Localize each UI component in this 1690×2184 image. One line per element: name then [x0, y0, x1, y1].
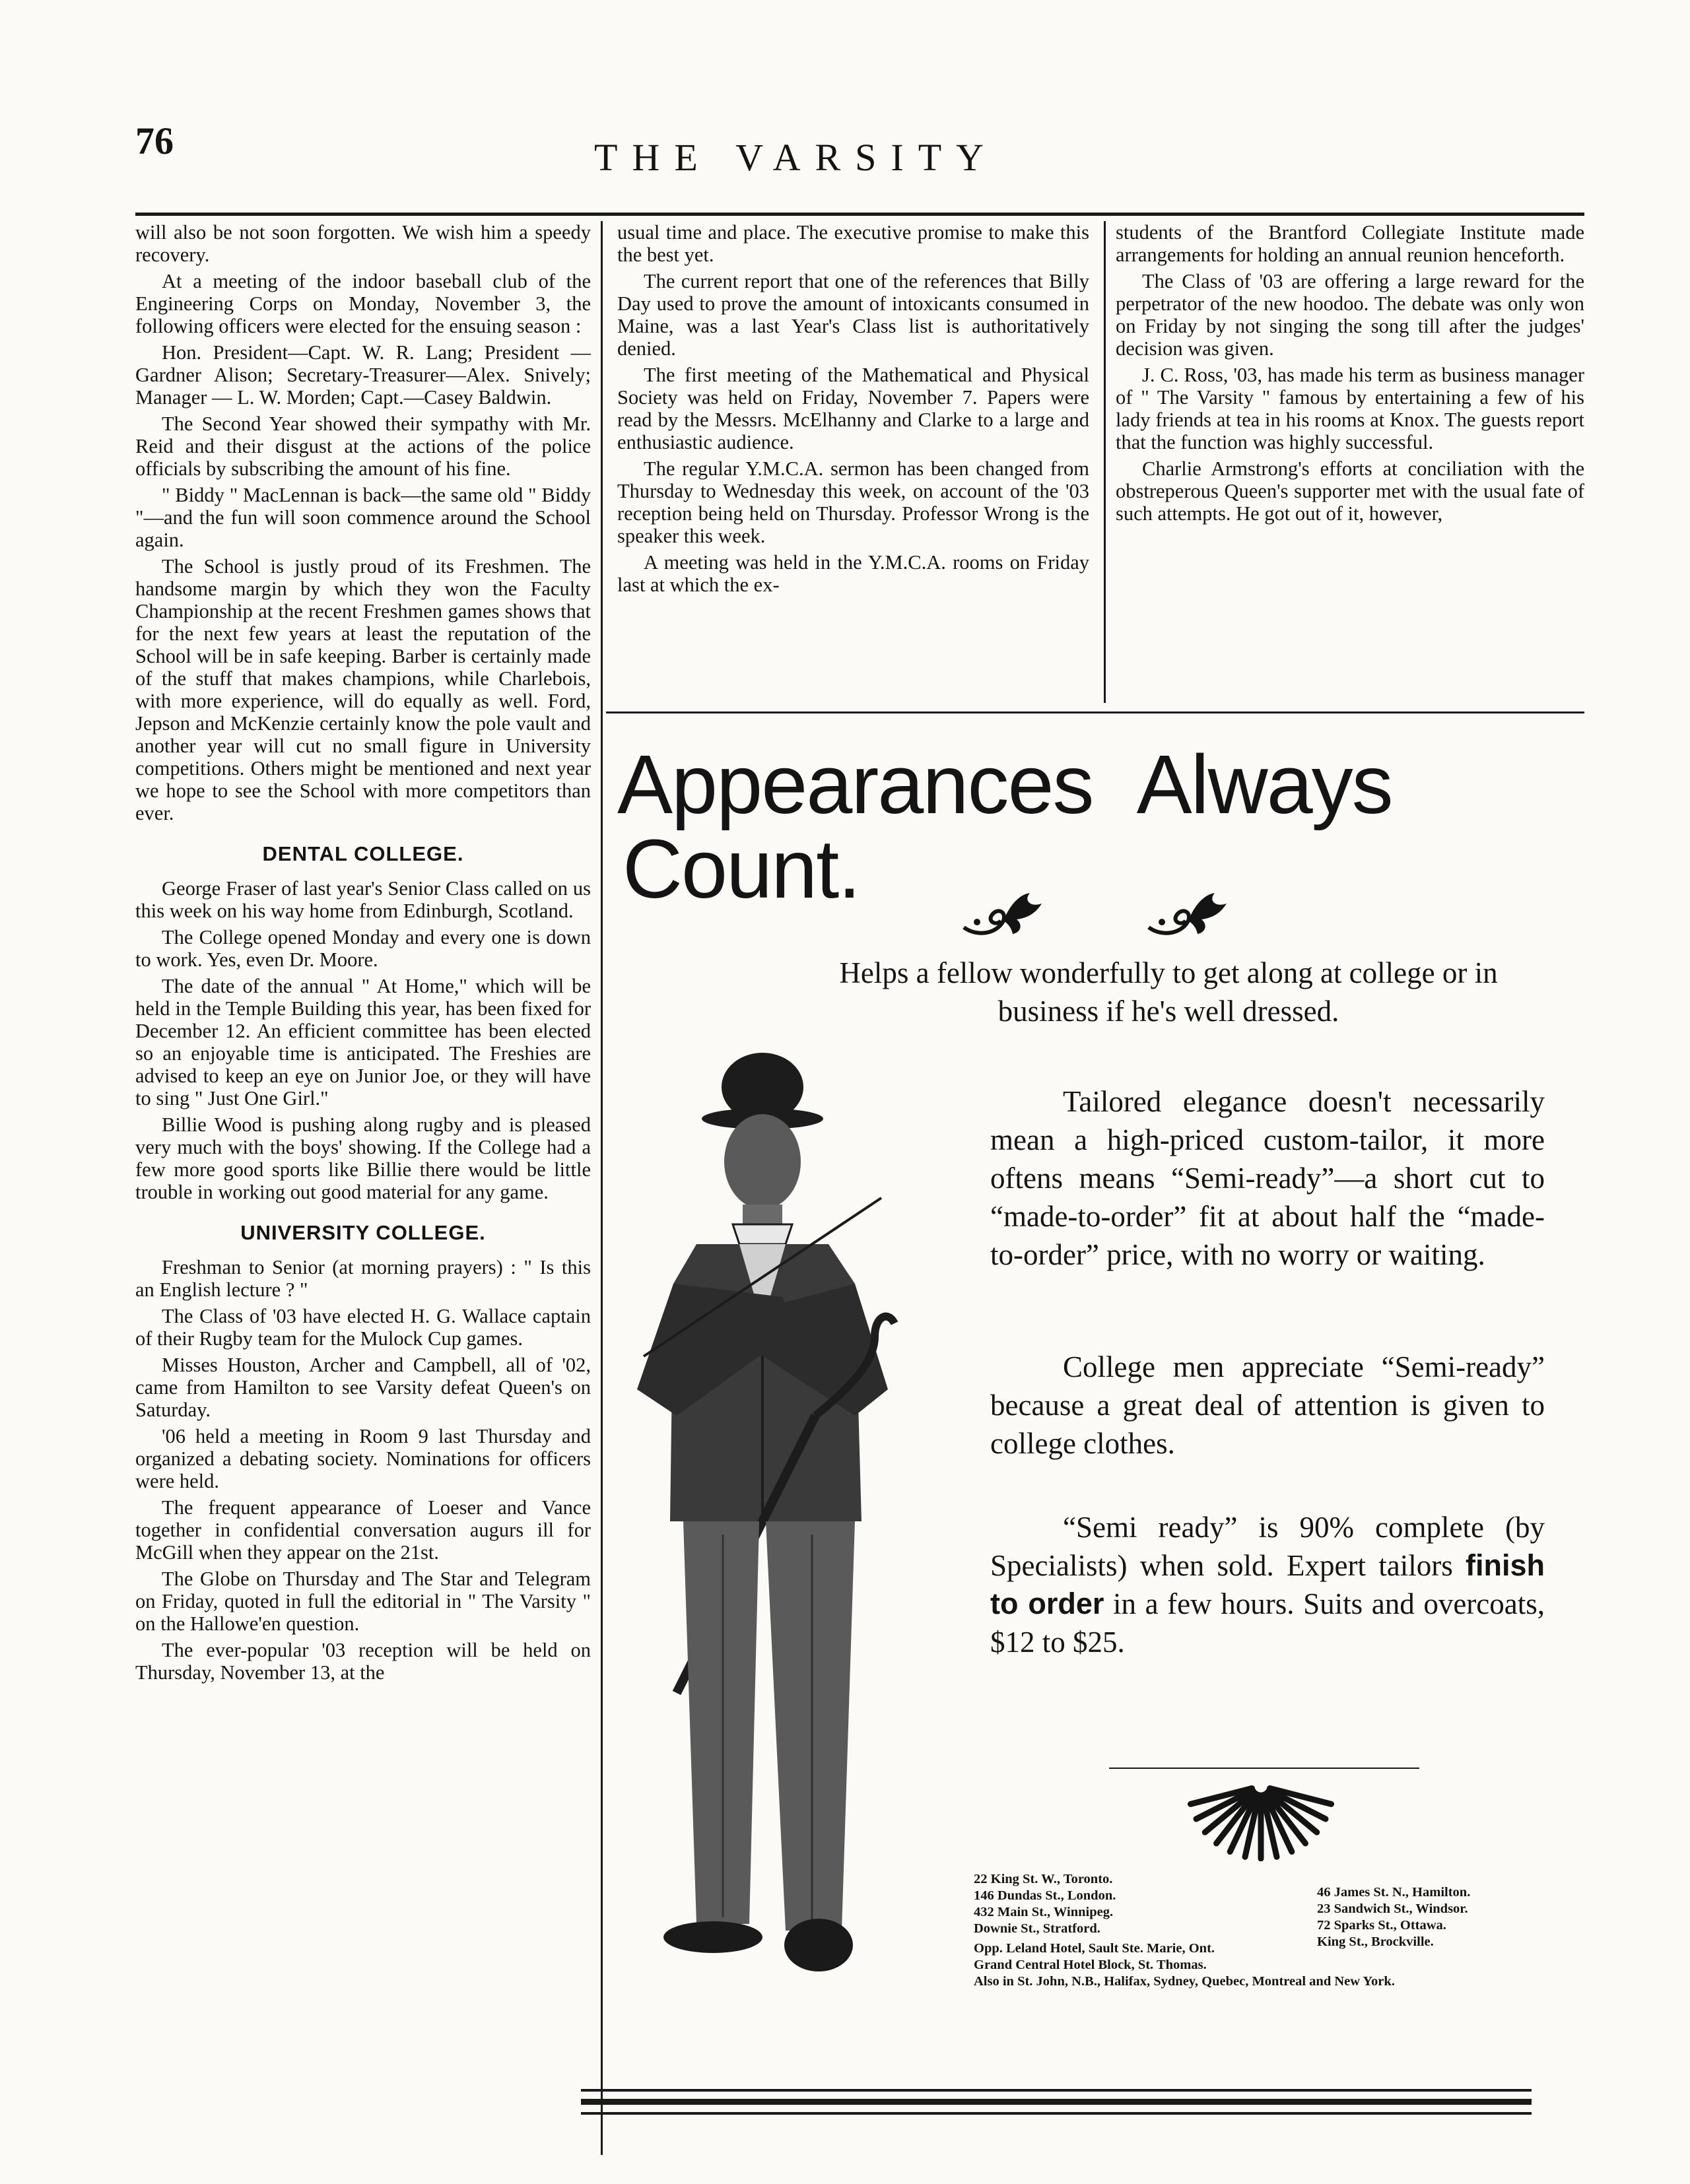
ad-paragraph-text: Tailored elegance doesn't necessarily mean a high-priced custom-tailor, it more oftens means “Semi-ready”—a short cut to “made-to-order” fit at about half the “made-to-order” price, with no worry or waiting. — [990, 1085, 1545, 1271]
paragraph: The regular Y.M.C.A. sermon has been changed from Thursday to Wednesday this week, on account of the '03 reception being held on Thursday. Professor Wrong is the speaker this week. — [617, 457, 1089, 547]
store-addresses-more — [974, 1940, 1395, 1990]
news-bottom-rule — [606, 711, 1584, 713]
ad-paragraph-text: College men appreciate “Semi-ready” because a great deal of attention is given to college clothes. — [990, 1350, 1545, 1460]
store-address: King St., Brockville. — [1317, 1935, 1434, 1949]
paragraph: '06 held a meeting in Room 9 last Thursday and organized a debating society. Nominations for officers were held. — [135, 1425, 591, 1492]
column-right — [1116, 221, 1584, 529]
bottom-rule-thick — [581, 2099, 1532, 2105]
ad-headline-line1: Appearances Always — [617, 738, 1392, 831]
ad-paragraph-college — [990, 1348, 1545, 1463]
section-heading-dental: DENTAL COLLEGE. — [262, 842, 464, 865]
column-middle — [617, 221, 1089, 600]
column-left — [135, 221, 591, 1688]
finish-to-order-emphasis: finish to order — [990, 1548, 1545, 1620]
gentleman-illustration — [597, 1046, 967, 2003]
store-address: 146 Dundas St., London. — [974, 1888, 1116, 1903]
page-number: 76 — [135, 119, 174, 162]
paragraph: The date of the annual " At Home," which will be held in the Temple Building this year, has been fixed for December 12. An efficient committee has been elected so an enjoyable time is anticipated. The Freshies are advised to keep an eye on Junior Joe, or they will have to sing " Just One Girl." — [135, 975, 591, 1109]
paragraph: Misses Houston, Archer and Campbell, all of '02, came from Hamilton to see Varsity defeat Queen's on Saturday. — [135, 1354, 591, 1421]
store-address: Opp. Leland Hotel, Sault Ste. Marie, Ont. — [974, 1941, 1215, 1956]
paragraph: Charlie Armstrong's efforts at conciliation with the obstreperous Queen's supporter met with the usual fate of such attempts. He got out of it, however, — [1116, 457, 1584, 525]
paragraph: will also be not soon forgotten. We wish him a speedy recovery. — [135, 221, 591, 266]
ad-text: in a few hours. Suits and overcoats, $12 to $25. — [990, 1587, 1545, 1659]
ad-paragraph-semi-ready — [990, 1508, 1545, 1661]
header-rule — [135, 213, 1584, 216]
ad-paragraph-tailored — [990, 1082, 1545, 1274]
paragraph: students of the Brantford Collegiate Institute made arrangements for holding an annual reunion henceforth. — [1116, 221, 1584, 266]
paragraph: The Class of '03 are offering a large reward for the perpetrator of the new hoodoo. The debate was only won on Friday by not singing the song till after the judges' decision was given. — [1116, 270, 1584, 360]
section-heading-university: UNIVERSITY COLLEGE. — [240, 1221, 486, 1244]
paragraph: J. C. Ross, '03, has made his term as business manager of " The Varsity " famous by entertaining a few of his lady friends at tea in his rooms at Knox. The guests report that the function was highly successful. — [1116, 364, 1584, 453]
store-address: Also in St. John, N.B., Halifax, Sydney, Quebec, Montreal and New York. — [974, 1974, 1395, 1989]
bottom-rule-thin — [581, 2112, 1532, 2115]
paragraph: Hon. President—Capt. W. R. Lang; President — Gardner Alison; Secretary-Treasurer—Alex. Snively; Manager — L. W. Morden; Capt.—Casey Baldwin. — [135, 341, 591, 409]
sunburst-ornament-icon — [1175, 1782, 1347, 1861]
paragraph: Billie Wood is pushing along rugby and is pleased very much with the boys' showing. If the College had a few more good sports like Billie there would be little trouble in working out good material for any game. — [135, 1113, 591, 1203]
column-divider-2 — [1104, 221, 1106, 703]
paragraph: A meeting was held in the Y.M.C.A. rooms on Friday last at which the ex- — [617, 551, 1089, 596]
paragraph: The first meeting of the Mathematical and Physical Society was held on Friday, November 7. Papers were read by the Messrs. McElhanny and Clarke to a large and enthusiastic audience. — [617, 364, 1089, 453]
paragraph: Freshman to Senior (at morning prayers) : " Is this an English lecture ? " — [135, 1256, 591, 1301]
paragraph: George Fraser of last year's Senior Class called on us this week on his way home from Edinburgh, Scotland. — [135, 877, 591, 922]
store-address: 22 King St. W., Toronto. — [974, 1872, 1113, 1886]
store-address: 23 Sandwich St., Windsor. — [1317, 1902, 1468, 1916]
ad-tagline: Helps a fellow wonderfully to get along at college or in business if he's well dressed. — [839, 956, 1498, 1028]
store-addresses-left — [974, 1871, 1116, 1937]
store-address: 72 Sparks St., Ottawa. — [1317, 1918, 1446, 1933]
masthead: THE VARSITY — [594, 136, 999, 179]
paragraph: The ever-popular '03 reception will be held on Thursday, November 13, at the — [135, 1639, 591, 1684]
leaf-ornament-icon — [957, 881, 1050, 941]
store-address: Downie St., Stratford. — [974, 1921, 1100, 1936]
ad-divider — [1109, 1768, 1419, 1769]
ad-headline-line2: Count. — [623, 822, 860, 915]
paragraph: The Globe on Thursday and The Star and Telegram on Friday, quoted in full the editorial in " The Varsity " on the Hallowe'en question. — [135, 1568, 591, 1635]
paragraph: The Second Year showed their sympathy with Mr. Reid and their disgust at the actions of the police officials by subscribing the amount of his fine. — [135, 413, 591, 480]
leaf-ornament-icon — [1142, 881, 1234, 941]
paragraph: " Biddy " MacLennan is back—the same old " Biddy "—and the fun will soon commence around the School again. — [135, 484, 591, 551]
paragraph: The frequent appearance of Loeser and Vance together in confidential conversation augurs ill for McGill when they appear on the 21st. — [135, 1496, 591, 1564]
store-address: 432 Main St., Winnipeg. — [974, 1905, 1114, 1919]
paragraph: The current report that one of the references that Billy Day used to prove the amount of intoxicants consumed in Maine, was a last Year's Class list is authoritatively denied. — [617, 270, 1089, 360]
bottom-rule-thin — [581, 2089, 1532, 2092]
paragraph: The College opened Monday and every one is down to work. Yes, even Dr. Moore. — [135, 926, 591, 971]
paragraph: usual time and place. The executive promise to make this the best yet. — [617, 221, 1089, 266]
ad-text: “Semi ready” is 90% complete (by Specialists) when sold. Expert tailors — [990, 1511, 1545, 1582]
store-address: Grand Central Hotel Block, St. Thomas. — [974, 1958, 1207, 1972]
paragraph: The Class of '03 have elected H. G. Wallace captain of their Rugby team for the Mulock Cup games. — [135, 1305, 591, 1350]
paragraph: The School is justly proud of its Freshmen. The handsome margin by which they won the Faculty Championship at the recent Freshmen games shows that for the next few years at least the reputation of the School will be in safe keeping. Barber is certainly made of the stuff that makes champions, while Charlebois, with more experience, will do equally as well. Ford, Jepson and McKenzie certainly know the pole vault and another year will cut no small figure in University competitions. Others might be mentioned and next year we hope to see the School with more competitors than ever. — [135, 555, 591, 824]
ad-paragraph-text — [990, 1508, 1545, 1661]
store-address: 46 James St. N., Hamilton. — [1317, 1885, 1471, 1900]
paragraph: At a meeting of the indoor baseball club of the Engineering Corps on Monday, November 3, the following officers were elected for the ensuing season : — [135, 270, 591, 337]
